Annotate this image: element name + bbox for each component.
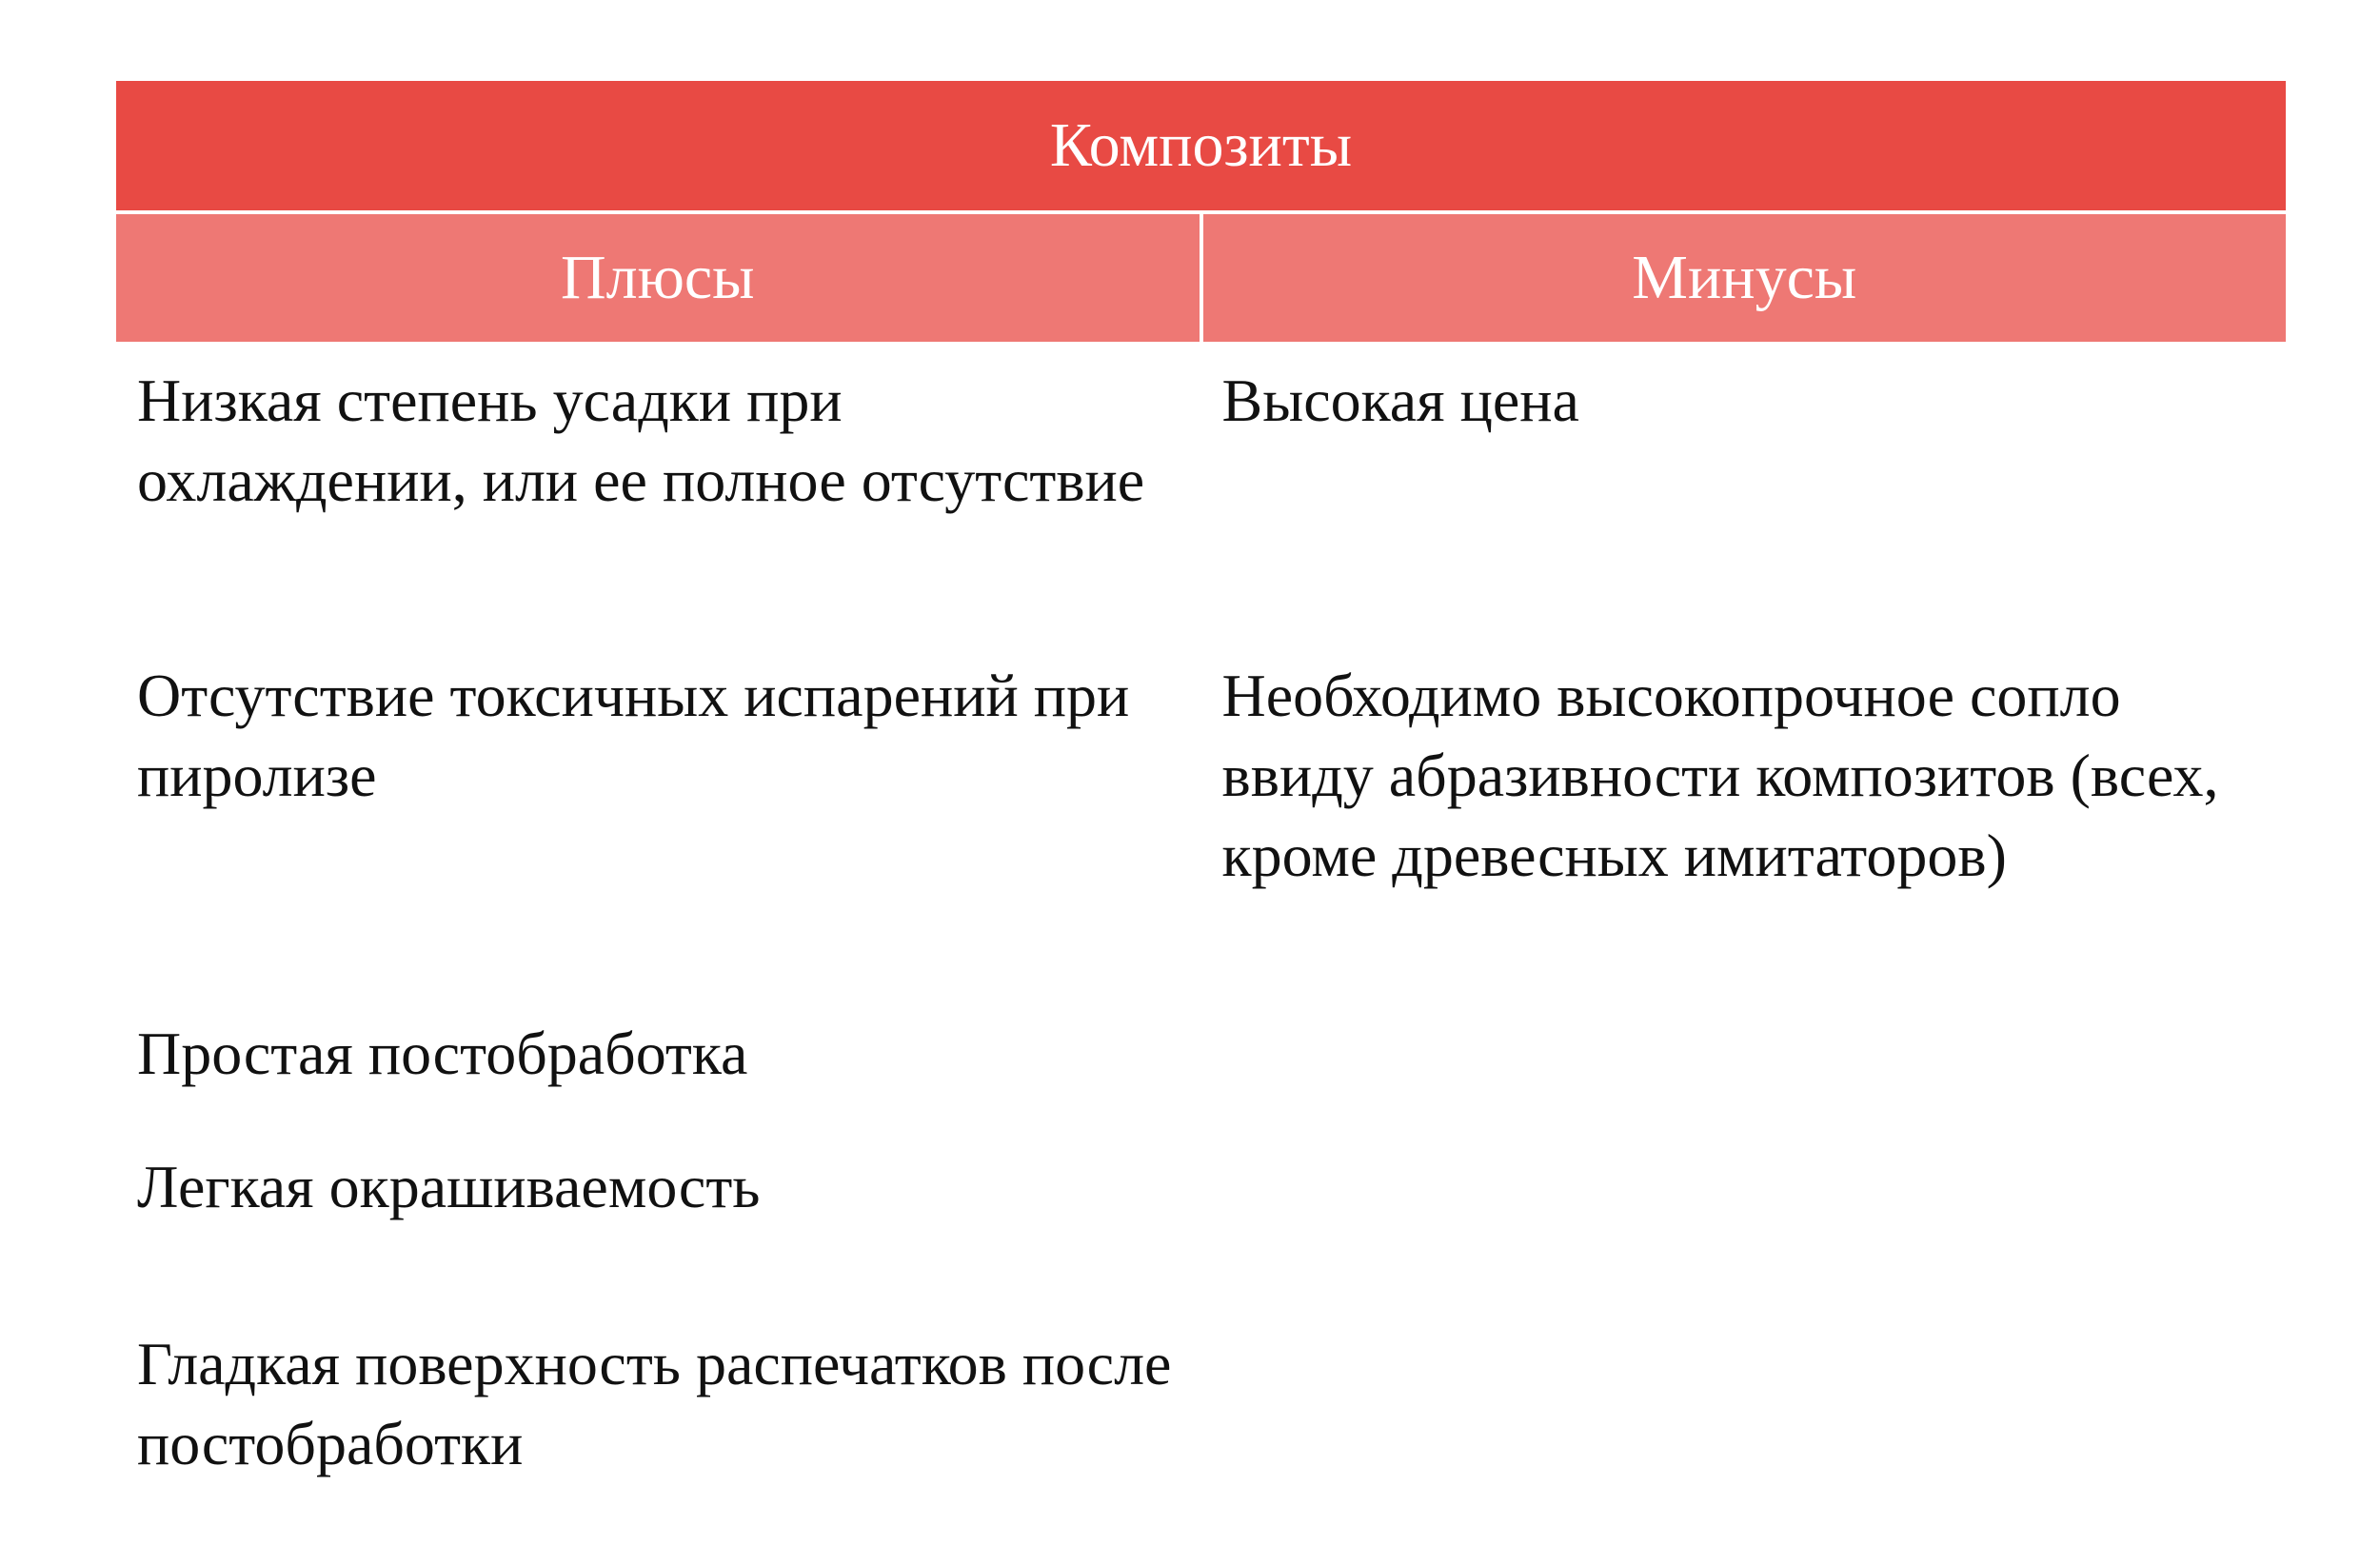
- pros-cell: Низкая степень усадки при охлаждении, или ее полное отсутствие: [137, 366, 1145, 514]
- pros-cell: Отсутствие токсичных испарений при пиролизе: [137, 662, 1130, 809]
- table-header-row: [116, 214, 2286, 342]
- comparison-table: [116, 81, 2286, 1478]
- cons-cell: [1201, 1324, 2287, 1478]
- table-row: [116, 1136, 2286, 1269]
- cons-cell: [1201, 1014, 2287, 1136]
- cons-cell: Высокая цена: [1221, 366, 1579, 434]
- table-row: [116, 342, 2286, 633]
- header-cons: Минусы: [1203, 214, 2287, 342]
- pros-cell: Легкая окрашиваемость: [137, 1153, 761, 1220]
- cons-cell: Необходимо высокопрочное сопло ввиду абразивности композитов (всех, кроме древесных имитаторов): [1221, 662, 2219, 889]
- cons-cell: [1201, 1147, 2287, 1269]
- table-row: [116, 1002, 2286, 1136]
- table-row: [116, 633, 2286, 1002]
- table-row: [116, 1269, 2286, 1478]
- pros-cell: Гладкая поверхность распечатков после постобработки: [137, 1330, 1172, 1477]
- table-title: Композиты: [116, 81, 2286, 210]
- pros-cell: Простая постобработка: [137, 1020, 748, 1087]
- header-pros: Плюсы: [116, 214, 1200, 342]
